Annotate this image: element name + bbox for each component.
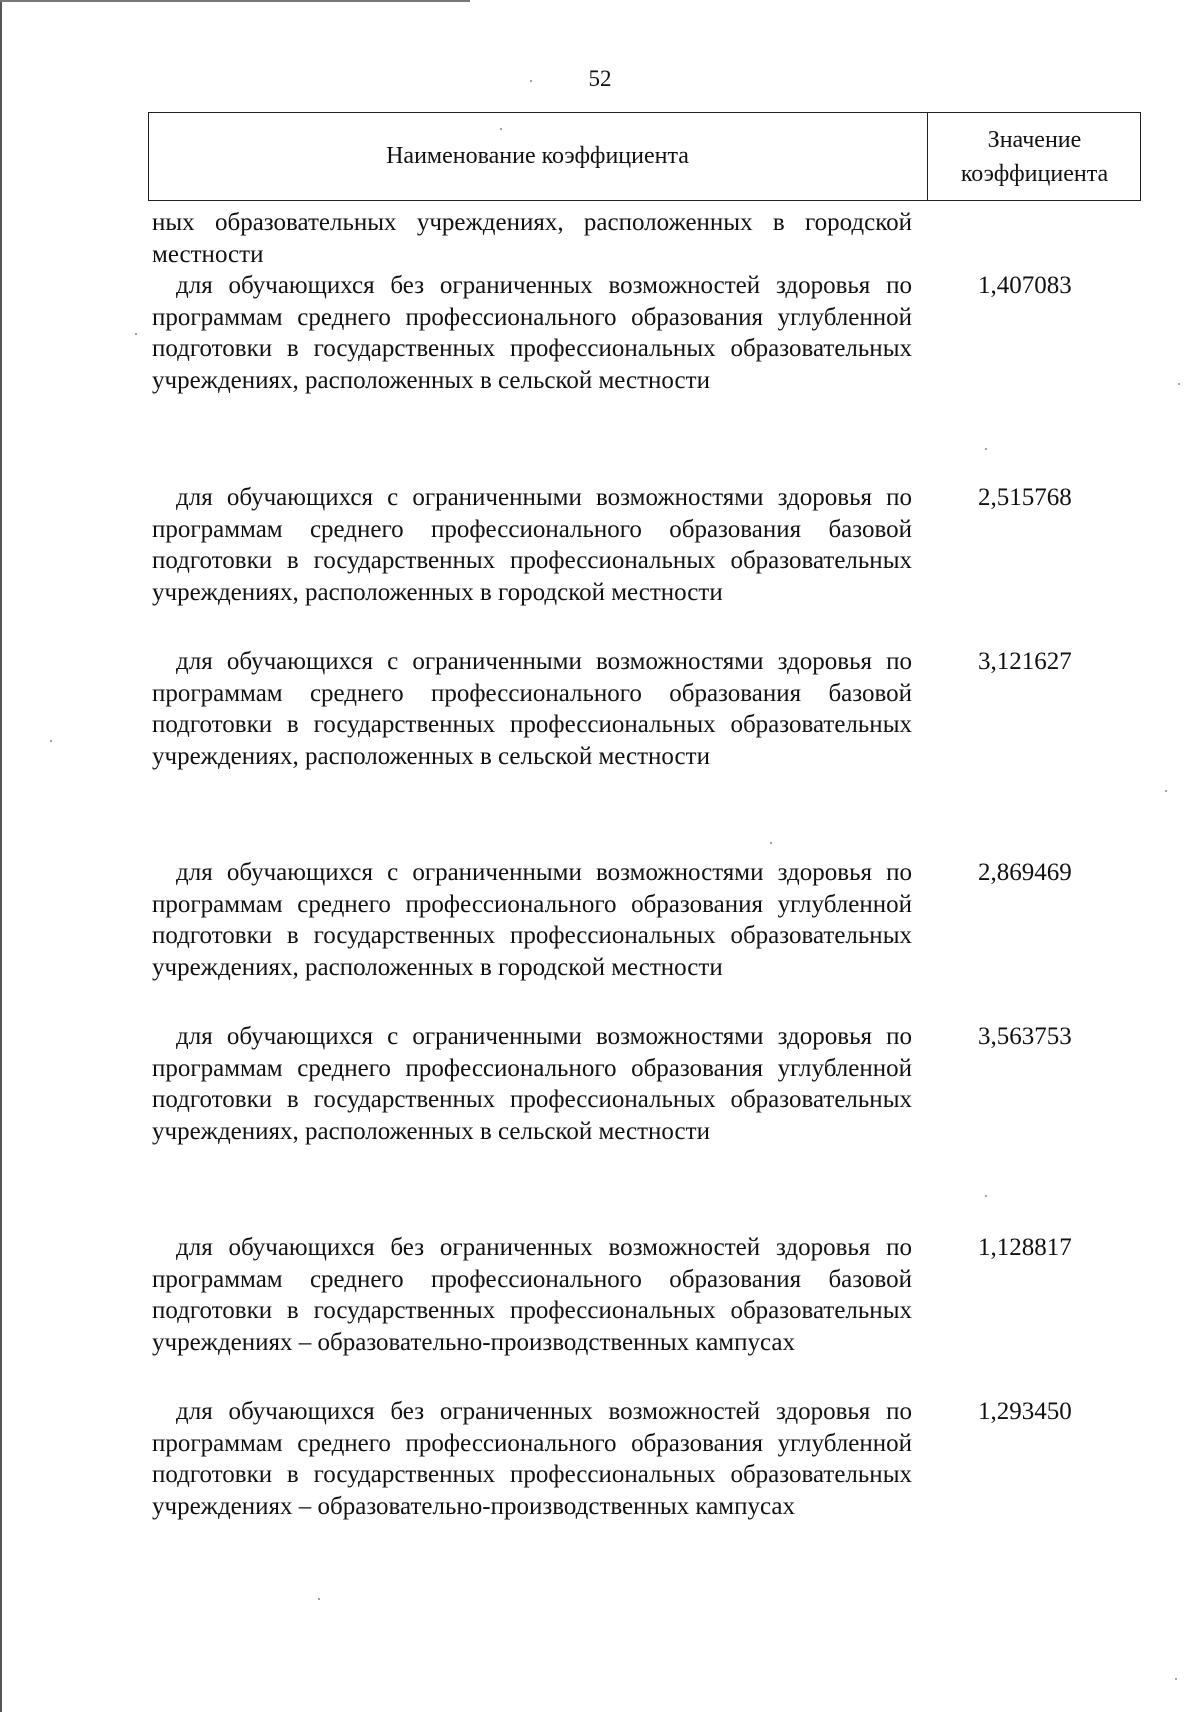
row-2-text: для обучающихся с ограниченными возможностями здоровья по программам среднего профессионального образования базовой подготовки в государственных профессиональных образовательных учреждениях, расположенных в городской местности [152,484,912,606]
row-5-value: 3,563753 [978,1023,1072,1050]
scan-speck [985,1195,987,1197]
row-3-value: 3,121627 [978,648,1072,675]
row-1-text: для обучающихся без ограниченных возможностей здоровья по программам среднего профессионального образования углубленной подготовки в государственных профессиональных образовательных учреждениях, расположенных в сельской местности [152,272,912,394]
header-coefficient-value [927,112,1141,201]
header-value-line2: коэффициента [960,160,1109,187]
row-7-value: 1,293450 [978,1398,1072,1425]
scan-speck [318,1598,320,1600]
row-continuation-text: ных образовательных учреждениях, расположенных в городской местности [152,209,912,268]
row-7-text: для обучающихся без ограниченных возможностей здоровья по программам среднего профессионального образования углубленной подготовки в государственных профессиональных образовательных учреждениях – образовательно-производственных кампусах [152,1398,912,1520]
row-3-text: для обучающихся с ограниченными возможностями здоровья по программам среднего профессионального образования базовой подготовки в государственных профессиональных образовательных учреждениях, расположенных в сельской местности [152,648,912,770]
row-6-value: 1,128817 [978,1234,1072,1261]
scan-speck [530,80,532,82]
scan-speck [1175,1678,1177,1680]
header-value-line1: Значение [987,126,1082,153]
scan-speck [1178,383,1180,385]
scan-speck [50,740,52,742]
row-4-value: 2,869469 [978,859,1072,886]
header-coefficient-name: Наименование коэффициента [386,143,689,169]
row-5-text: для обучающихся с ограниченными возможностями здоровья по программам среднего профессионального образования углубленной подготовки в государственных профессиональных образовательных учреждениях, расположенных в сельской местности [152,1023,912,1145]
row-1-value: 1,407083 [978,272,1072,299]
scan-edge-top [0,0,470,2]
scan-speck [135,333,137,335]
scan-speck [500,128,502,130]
row-2-value: 2,515768 [978,484,1072,511]
scan-speck [770,842,772,844]
row-4-text: для обучающихся с ограниченными возможностями здоровья по программам среднего профессионального образования углубленной подготовки в государственных профессиональных образовательных учреждениях, расположенных в городской местности [152,859,912,981]
scan-speck [1165,790,1167,792]
row-6-text: для обучающихся без ограниченных возможностей здоровья по программам среднего профессионального образования базовой подготовки в государственных профессиональных образовательных учреждениях – образовательно-производственных кампусах [152,1234,912,1356]
scan-edge-left [0,0,2,1712]
page-number: 52 [588,66,612,91]
scan-speck [985,448,987,450]
